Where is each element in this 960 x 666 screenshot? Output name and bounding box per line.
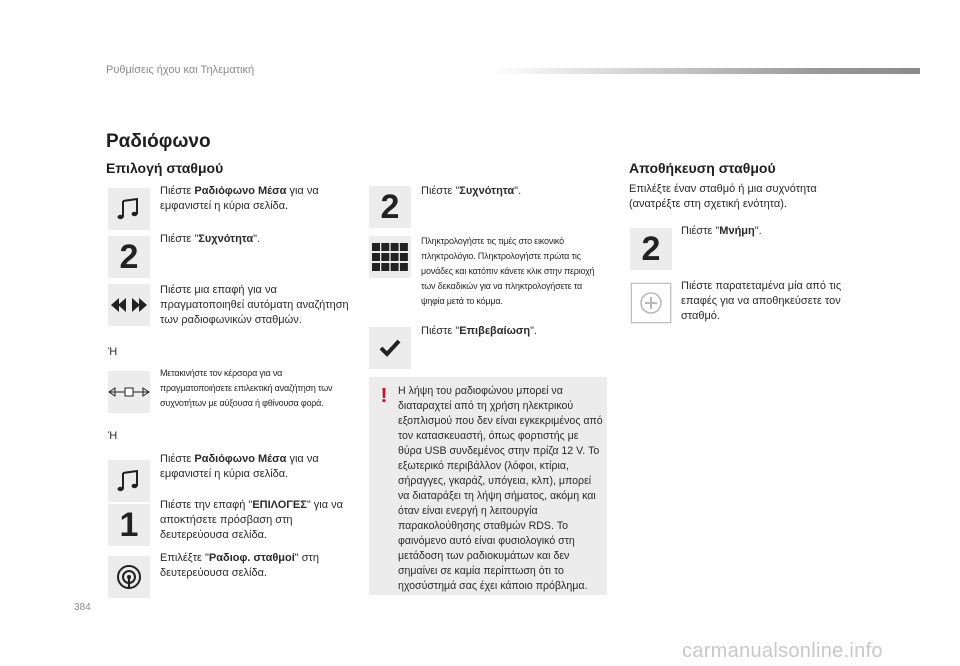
right-step1-text: Πιέστε "Μνήμη".	[681, 225, 762, 237]
confirm-button[interactable]	[369, 327, 411, 369]
left-step3-text: Πιέστε μια επαφή για να πραγματοποιηθεί αυτόματη αναζήτηση των ραδιοφωνικών σταθμών.	[160, 284, 349, 326]
step-number: 2	[380, 187, 400, 226]
warning-icon: !	[380, 385, 388, 407]
keypad-icon	[372, 243, 408, 271]
music-note-icon	[116, 468, 142, 494]
watermark: carmanualsonline.info	[682, 640, 883, 662]
options-button[interactable]	[108, 504, 150, 546]
page-title: Ραδιόφωνο	[106, 131, 211, 152]
warning-text: Η λήψη του ραδιοφώνου μπορεί να διαταραχτεί από τη χρήση ηλεκτρικού εξοπλισμού που δεν είναι εγκεκριμένος από τον κατασκευαστή, όπως φορτιστής με θύρα USB συνδεμένος στην πρίζα 12 V. Το εξωτερικό περιβάλλον (λόφοι, κτίρια, σήραγγες, γκαράζ, υπόγεια, κλπ), μπορεί να διαταράξει τη λήψη σήματος, ακόμη και όταν είναι ενεργή η λειτουργία παρακολούθησης σταθμών RDS. Το φαινόμενο αυτό είναι φυσιολογικό στη μετάδοση των ραδιοκυμάτων και δεν σημαίνει σε καμία περίπτωση ότι το ηχοσύστημά σας έχει κάποιο πρόβλημα.	[398, 385, 603, 592]
seek-button[interactable]	[108, 284, 150, 326]
header-title: Ρυθμίσεις ήχου και Τηλεματική	[106, 64, 255, 76]
left-step6-text: Επιλέξτε "Ραδιοφ. σταθμοί" στη δευτερεύουσα σελίδα.	[160, 552, 320, 579]
right-intro-text: Επιλέξτε έναν σταθμό ή μια συχνότητα (ανατρέξτε στη σχετική ενότητα).	[629, 183, 817, 210]
left-step4-text: Πιέστε Ραδιόφωνο Μέσα για να εμφανιστεί η κύρια σελίδα.	[160, 453, 319, 480]
frequency-button[interactable]	[108, 236, 150, 278]
keypad-text: Πληκτρολογήστε τις τιμές στο εικονικό πληκτρολόγιο. Πληκτρολογήστε πρώτα τις μονάδες και κατόπιν κάνετε κλικ στην περιοχή των δεκαδικών για να πληκτρολογήσετε τα ψηφία μετά το κόμμα.	[421, 236, 595, 306]
preset-slot	[631, 283, 671, 323]
warning-box	[369, 377, 607, 595]
page-number: 384	[74, 602, 91, 613]
step-number: 2	[641, 229, 661, 268]
left-section-title: Επιλογή σταθμού	[106, 160, 224, 176]
left-step5-text: Πιέστε την επαφή "ΕΠΙΛΟΓΕΣ" για να αποκτήσετε πρόσβαση στη δευτερεύουσα σελίδα.	[160, 499, 343, 541]
radio-signal-icon	[115, 563, 143, 591]
preset-button[interactable]	[630, 282, 672, 324]
frequency-slider-icon	[108, 384, 150, 400]
header-bar	[490, 68, 920, 74]
or-separator: Ή	[108, 346, 118, 358]
middle-step3-text: Πιέστε "Επιβεβαίωση".	[421, 325, 538, 337]
radio-stations-button[interactable]	[108, 556, 150, 598]
keypad-button[interactable]	[369, 236, 411, 278]
frequency-slider[interactable]	[108, 371, 150, 413]
music-button[interactable]	[108, 460, 150, 502]
middle-step1-text: Πιέστε "Συχνότητα".	[421, 185, 522, 197]
add-plus-icon	[639, 291, 663, 315]
memory-button[interactable]	[630, 228, 672, 270]
music-note-icon	[116, 196, 142, 222]
step-number: 2	[119, 237, 139, 276]
slider-text: Μετακινήστε τον κέρσορα για να πραγματοποιήσετε επιλεκτική αναζήτηση των συχνοτήτων με αύξουσα ή φθίνουσα φορά.	[160, 368, 333, 408]
right-step2-text: Πιέστε παρατεταμένα μία από τις επαφές για να αποθηκεύσετε τον σταθμό.	[681, 280, 842, 322]
frequency-button[interactable]	[369, 186, 411, 228]
left-step2-text: Πιέστε "Συχνότητα".	[160, 233, 261, 245]
right-section-title: Αποθήκευση σταθμού	[629, 160, 776, 176]
left-step1-text: Πιέστε Ραδιόφωνο Μέσα για να εμφανιστεί η κύρια σελίδα.	[160, 185, 319, 212]
checkmark-icon	[379, 339, 401, 357]
step-number: 1	[119, 505, 139, 544]
seek-arrows-icon	[109, 295, 149, 315]
music-button[interactable]	[108, 188, 150, 230]
or-separator: Ή	[108, 430, 118, 442]
